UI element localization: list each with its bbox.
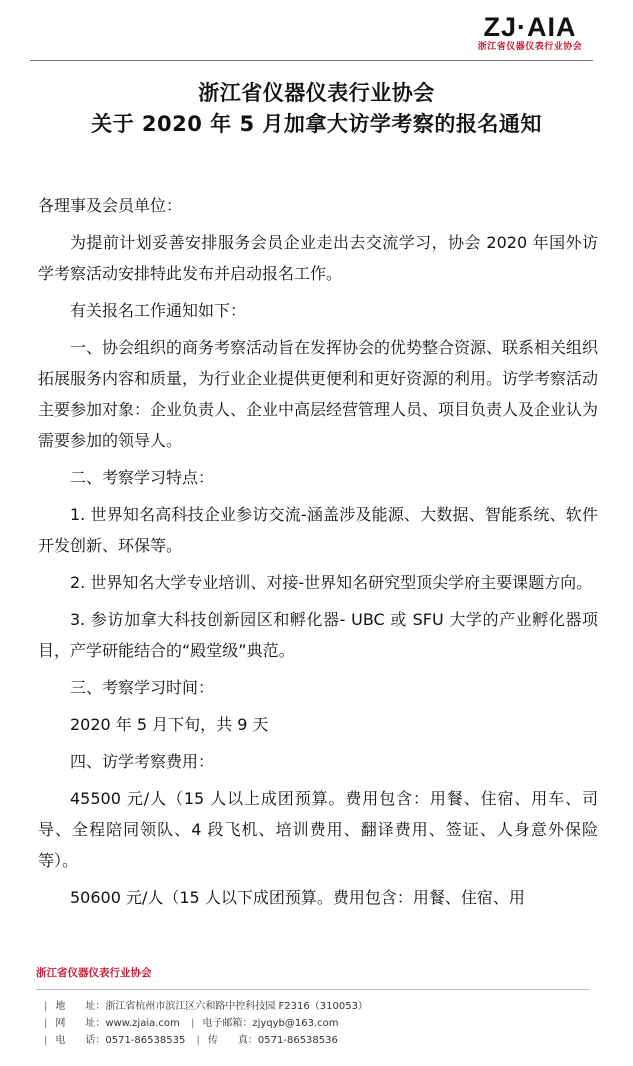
paragraph: 2020 年 5 月下旬，共 9 天 [70,715,269,734]
paragraph: 一、协会组织的商务考察活动旨在发挥协会的优势整合资源、联系相关组织拓展服务内容和质量，为行业企业提供更便利和更好资源的利用。访学考察活动主要参加对象：企业负责人、企业中高层经营管理人员、项目负责人及企业认为需要参加的领导人。 [38,338,599,450]
association-logo [471,12,589,53]
list-item: 1. 世界知名高科技企业参访交流-涵盖涉及能源、大数据、智能系统、软件开发创新、环保等。 [38,505,598,555]
email-value: zjyqyb@163.com [252,1018,339,1029]
email-label: 电子邮箱： [202,1018,253,1029]
web-email-line: | 网 址：www.zjaia.com | 电子邮箱：zjyqyb@163.com [44,1018,339,1029]
address-label: 地 址： [55,1001,106,1012]
web-value: www.zjaia.com [105,1018,180,1029]
fax-label: 传 真： [207,1035,258,1046]
paragraph: 有关报名工作通知如下： [70,301,247,320]
document-title [0,78,633,140]
paragraph: 50600 元/人（15 人以下成团预算。费用包含：用餐、住宿、用 [70,888,525,907]
address-value: 浙江省杭州市滨江区六和路中控科技园 F2316（310053） [105,1001,368,1012]
title-line-1: 浙江省仪器仪表行业协会 [198,81,435,105]
logo-mark: ZJ·AIA [483,12,577,42]
logo-subtitle: 浙江省仪器仪表行业协会 [477,42,583,52]
list-item: 3. 参访加拿大科技创新园区和孵化器- UBC 或 SFU 大学的产业孵化器项目，产学研能结合的“殿堂级”典范。 [38,610,598,660]
section-heading: 四、访学考察费用： [70,752,215,771]
footer-divider [36,989,589,990]
header-divider [30,60,593,61]
document-body [38,190,598,919]
phone-label: 电 话： [55,1035,106,1046]
phone-fax-line: | 电 话：0571-86538535 | 传 真：0571-86538536 [44,1035,338,1046]
footer-org-name: 浙江省仪器仪表行业协会 [36,967,152,979]
title-line-2: 关于 2020 年 5 月加拿大访学考察的报名通知 [91,112,542,136]
list-item: 2. 世界知名大学专业培训、对接-世界知名研究型顶尖学府主要课题方向。 [70,573,593,592]
address-line: | 地 址：浙江省杭州市滨江区六和路中控科技园 F2316（310053） [44,1001,368,1012]
section-heading: 二、考察学习特点： [70,468,215,487]
salutation: 各理事及会员单位： [38,196,183,215]
phone-value: 0571-86538535 [105,1035,186,1046]
paragraph: 为提前计划妥善安排服务会员企业走出去交流学习，协会 2020 年国外访学考察活动安排特此发布并启动报名工作。 [38,233,598,283]
web-label: 网 址： [55,1018,106,1029]
section-heading: 三、考察学习时间： [70,678,215,697]
fax-value: 0571-86538536 [257,1035,338,1046]
paragraph: 45500 元/人（15 人以上成团预算。费用包含：用餐、住宿、用车、司导、全程陪同领队、4 段飞机、培训费用、翻译费用、签证、人身意外保险等）。 [38,789,598,870]
